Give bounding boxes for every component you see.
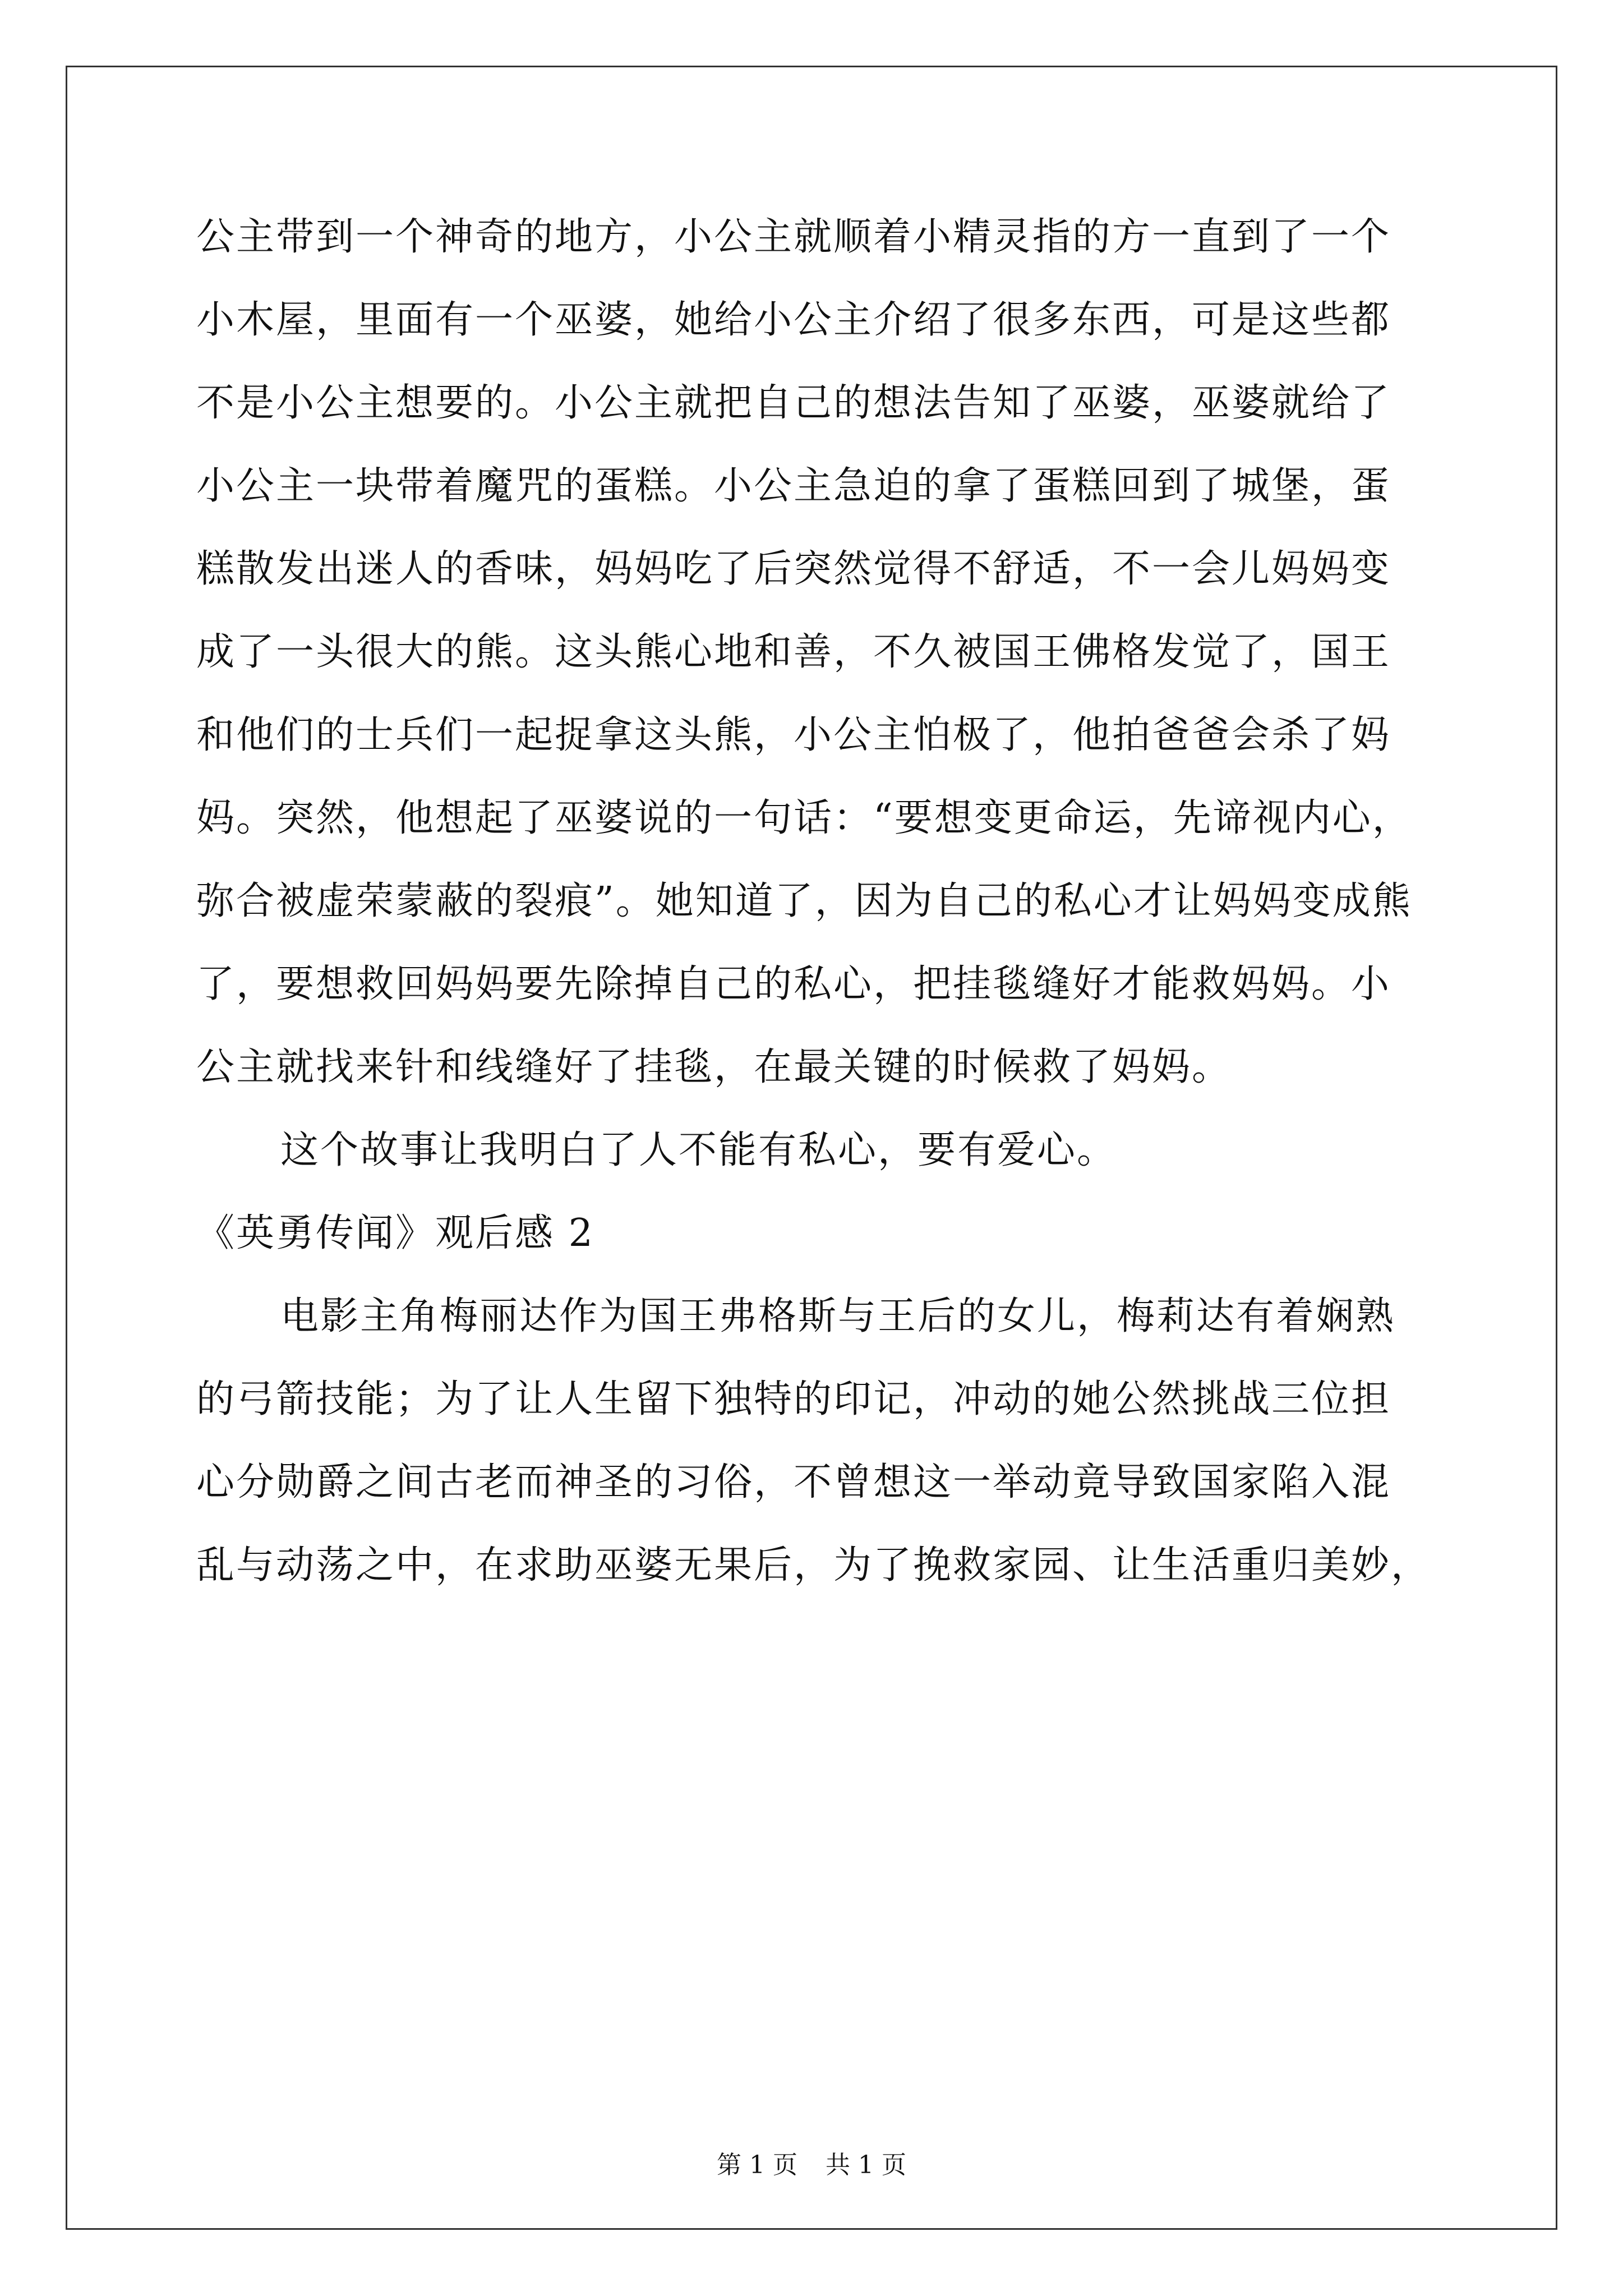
text-line: 公主带到一个神奇的地方，小公主就顺着小精灵指的方一直到了一个 — [196, 215, 1391, 259]
text-line: 小木屋，里面有一个巫婆，她给小公主介绍了很多东西，可是这些都 — [196, 298, 1391, 342]
text-line: 成了一头很大的熊。这头熊心地和善，不久被国王佛格发觉了，国王 — [196, 630, 1391, 674]
section-heading: 《英勇传闻》观后感 2 — [196, 1211, 594, 1255]
text-line: 了，要想救回妈妈要先除掉自己的私心，把挂毯缝好才能救妈妈。小 — [196, 962, 1391, 1006]
text-line: 心分勋爵之间古老而神圣的习俗，不曾想这一举动竟导致国家陷入混 — [196, 1460, 1391, 1504]
text-line: 乱与动荡之中，在求助巫婆无果后，为了挽救家园、让生活重归美妙， — [196, 1543, 1431, 1588]
text-line: 小公主一块带着魔咒的蛋糕。小公主急迫的拿了蛋糕回到了城堡，蛋 — [196, 464, 1391, 508]
text-line: 和他们的士兵们一起捉拿这头熊，小公主怕极了，他拍爸爸会杀了妈 — [196, 713, 1391, 757]
text-line: 不是小公主想要的。小公主就把自己的想法告知了巫婆，巫婆就给了 — [196, 381, 1391, 425]
text-line: 糕散发出迷人的香味，妈妈吃了后突然觉得不舒适，不一会儿妈妈变 — [196, 547, 1391, 591]
page-footer — [0, 2151, 1623, 2179]
text-line: 公主就找来针和线缝好了挂毯，在最关键的时候救了妈妈。 — [196, 1045, 1232, 1089]
text-line: 妈。突然，他想起了巫婆说的一句话：“要想变更命运，先谛视内心， — [196, 796, 1412, 840]
page-number: 第 1 页 — [717, 2151, 797, 2179]
paragraph-conclusion: 这个故事让我明白了人不能有私心，要有爱心。 — [280, 1128, 1117, 1172]
text-line: 的弓箭技能；为了让人生留下独特的印记，冲动的她公然挑战三位担 — [196, 1377, 1391, 1421]
page-total: 共 1 页 — [826, 2151, 906, 2179]
text-line: 弥合被虚荣蒙蔽的裂痕”。她知道了，因为自己的私心才让妈妈变成熊 — [196, 879, 1412, 923]
paragraph-start: 电影主角梅丽达作为国王弗格斯与王后的女儿，梅莉达有着娴熟 — [280, 1294, 1396, 1338]
